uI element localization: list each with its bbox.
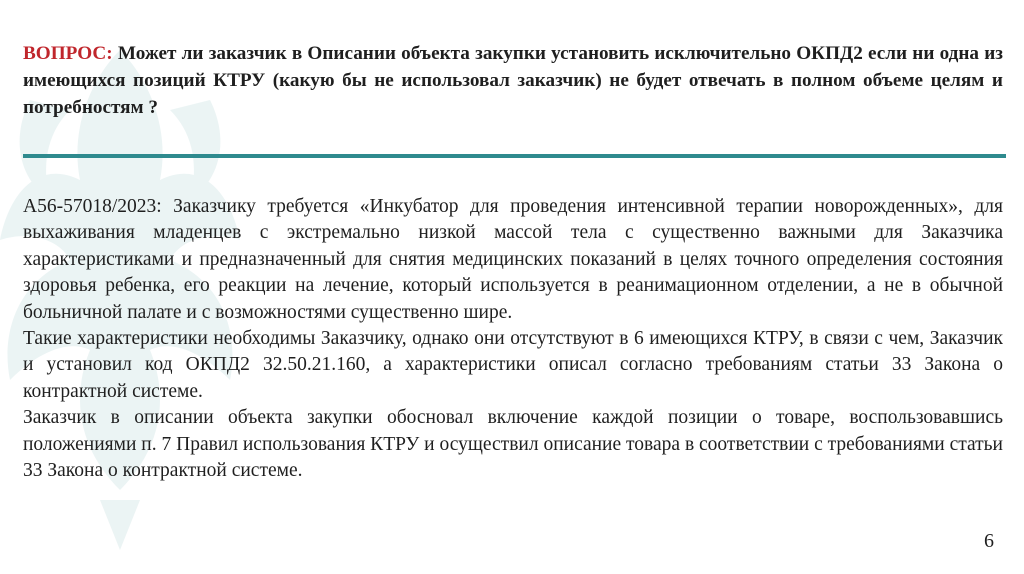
question-label: ВОПРОС: [23,43,113,64]
page-number: 6 [984,530,994,552]
question-text: Может ли заказчик в Описании объекта закупки установить исключительно ОКПД2 если ни одна из имеющихся позиций КТРУ (какую бы не использовал заказчик) не будет отвечать в полном объеме целям и потребностям ? [23,43,1003,118]
question-block [23,40,1003,121]
answer-block [23,194,1003,484]
answer-paragraph-3: Заказчик в описании объекта закупки обосновал включение каждой позиции о товаре, воспользовавшись положениями п. 7 Правил использования КТРУ и осуществил описание товара в соответствии с требованиями статьи 33 Закона о контрактной системе. [23,407,1003,482]
answer-paragraph-2: Такие характеристики необходимы Заказчику, однако они отсутствуют в 6 имеющихся КТРУ, в связи с чем, Заказчик и установил код ОКПД2 32.50.21.160, а характеристики описал согласно требованиям статьи 33 Закона о контрактной системе. [23,328,1003,402]
section-divider [23,154,1006,158]
answer-paragraph-1: А56-57018/2023: Заказчику требуется «Инкубатор для проведения интенсивной терапии новорожденных», для выхаживания младенцев с экстремально низкой массой тела с существенно важными для Заказчика характеристиками и предназначенный для снятия медицинских показаний в целях точного определения состояния здоровья ребенка, его реакции на лечение, который используется в реанимационном отделении, а не в обычной больничной палате и с возможностями существенно шире. [23,196,1003,323]
